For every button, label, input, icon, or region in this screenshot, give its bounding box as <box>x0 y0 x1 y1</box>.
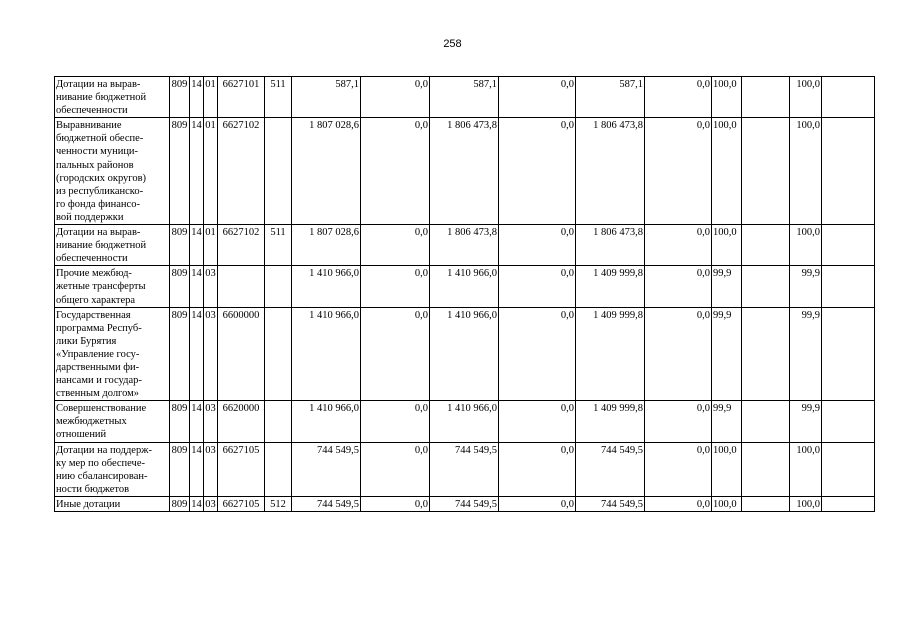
subsection-code-cell: 03 <box>204 266 218 307</box>
empty-cell <box>742 77 790 118</box>
percent-cell-1: 99,9 <box>712 266 742 307</box>
admin-code-cell: 809 <box>170 442 190 496</box>
item-name-line: программа Респуб- <box>56 322 142 334</box>
percent-cell-2: 99,9 <box>790 401 822 442</box>
value-cell-2: 0,0 <box>361 442 430 496</box>
target-article-cell: 6620000 <box>218 401 265 442</box>
target-article-cell: 6600000 <box>218 307 265 401</box>
value-cell-5: 1 409 999,8 <box>576 266 645 307</box>
empty-cell <box>742 401 790 442</box>
value-cell-4: 0,0 <box>499 442 576 496</box>
item-name-cell <box>55 77 170 118</box>
subsection-code-cell: 01 <box>204 118 218 225</box>
percent-cell-1: 99,9 <box>712 307 742 401</box>
target-article-cell: 6627102 <box>218 118 265 225</box>
expense-type-cell <box>265 442 292 496</box>
value-cell-5: 1 806 473,8 <box>576 225 645 266</box>
value-cell-5: 1 806 473,8 <box>576 118 645 225</box>
admin-code-cell: 809 <box>170 401 190 442</box>
table-row <box>55 307 875 401</box>
value-cell-2: 0,0 <box>361 225 430 266</box>
empty-cell <box>742 225 790 266</box>
item-name-cell <box>55 118 170 225</box>
target-article-cell: 6627105 <box>218 442 265 496</box>
value-cell-5: 587,1 <box>576 77 645 118</box>
item-name-line: Совершенствование <box>56 403 147 415</box>
item-name-cell <box>55 266 170 307</box>
budget-table <box>54 76 875 512</box>
expense-type-cell: 511 <box>265 225 292 266</box>
percent-cell-2: 100,0 <box>790 496 822 511</box>
section-code-cell: 14 <box>190 496 204 511</box>
section-code-cell: 14 <box>190 266 204 307</box>
value-cell-6: 0,0 <box>645 442 712 496</box>
item-name-line: обеспеченности <box>56 253 128 265</box>
admin-code-cell: 809 <box>170 225 190 266</box>
expense-type-cell: 511 <box>265 77 292 118</box>
admin-code-cell: 809 <box>170 77 190 118</box>
section-code-cell: 14 <box>190 77 204 118</box>
item-name-line: пальных районов <box>56 159 134 171</box>
table-row <box>55 401 875 442</box>
item-name-cell <box>55 442 170 496</box>
value-cell-2: 0,0 <box>361 496 430 511</box>
item-name-line: ченности муници- <box>56 146 139 158</box>
value-cell-2: 0,0 <box>361 401 430 442</box>
value-cell-1: 587,1 <box>292 77 361 118</box>
value-cell-5: 1 409 999,8 <box>576 307 645 401</box>
item-name-line: лики Бурятия <box>56 335 117 347</box>
section-code-cell: 14 <box>190 307 204 401</box>
value-cell-1: 1 410 966,0 <box>292 307 361 401</box>
item-name-line: из республиканско- <box>56 185 144 197</box>
table-row <box>55 225 875 266</box>
percent-cell-2: 100,0 <box>790 225 822 266</box>
value-cell-6: 0,0 <box>645 77 712 118</box>
value-cell-1: 1 410 966,0 <box>292 401 361 442</box>
item-name-cell <box>55 307 170 401</box>
item-name-line: Дотации на вырав- <box>56 79 141 90</box>
table-body <box>55 77 875 512</box>
value-cell-2: 0,0 <box>361 307 430 401</box>
value-cell-3: 1 410 966,0 <box>430 266 499 307</box>
expense-type-cell: 512 <box>265 496 292 511</box>
percent-cell-1: 100,0 <box>712 225 742 266</box>
percent-cell-1: 100,0 <box>712 118 742 225</box>
value-cell-5: 1 409 999,8 <box>576 401 645 442</box>
admin-code-cell: 809 <box>170 118 190 225</box>
subsection-code-cell: 03 <box>204 401 218 442</box>
value-cell-1: 1 807 028,6 <box>292 118 361 225</box>
target-article-cell: 6627101 <box>218 77 265 118</box>
value-cell-1: 744 549,5 <box>292 496 361 511</box>
section-code-cell: 14 <box>190 442 204 496</box>
empty-cell <box>822 77 875 118</box>
admin-code-cell: 809 <box>170 307 190 401</box>
value-cell-6: 0,0 <box>645 307 712 401</box>
value-cell-4: 0,0 <box>499 496 576 511</box>
value-cell-6: 0,0 <box>645 266 712 307</box>
value-cell-2: 0,0 <box>361 118 430 225</box>
empty-cell <box>822 442 875 496</box>
value-cell-2: 0,0 <box>361 77 430 118</box>
value-cell-4: 0,0 <box>499 266 576 307</box>
value-cell-5: 744 549,5 <box>576 442 645 496</box>
item-name-line: Прочие межбюд- <box>56 268 132 280</box>
value-cell-6: 0,0 <box>645 118 712 225</box>
value-cell-6: 0,0 <box>645 401 712 442</box>
item-name-line: го фонда финансо- <box>56 198 140 210</box>
item-name-cell <box>55 401 170 442</box>
value-cell-3: 744 549,5 <box>430 496 499 511</box>
value-cell-3: 1 410 966,0 <box>430 401 499 442</box>
percent-cell-2: 99,9 <box>790 307 822 401</box>
value-cell-3: 1 410 966,0 <box>430 307 499 401</box>
empty-cell <box>822 225 875 266</box>
value-cell-3: 1 806 473,8 <box>430 225 499 266</box>
value-cell-4: 0,0 <box>499 77 576 118</box>
value-cell-3: 744 549,5 <box>430 442 499 496</box>
table-row <box>55 496 875 511</box>
item-name-cell <box>55 225 170 266</box>
percent-cell-2: 99,9 <box>790 266 822 307</box>
item-name-line: Государственная <box>56 309 131 321</box>
value-cell-6: 0,0 <box>645 225 712 266</box>
page-number: 258 <box>443 38 462 50</box>
item-name-line: Выравнивание <box>56 120 122 132</box>
percent-cell-1: 100,0 <box>712 442 742 496</box>
empty-cell <box>742 266 790 307</box>
item-name-line: Дотации на поддерж- <box>56 444 152 456</box>
percent-cell-1: 100,0 <box>712 496 742 511</box>
item-name-line: нию сбалансирован- <box>56 470 148 482</box>
item-name-line: отношений <box>56 429 107 441</box>
empty-cell <box>822 496 875 511</box>
percent-cell-2: 100,0 <box>790 77 822 118</box>
item-name-line: жетные трансферты <box>56 281 146 293</box>
target-article-cell <box>218 266 265 307</box>
target-article-cell: 6627102 <box>218 225 265 266</box>
subsection-code-cell: 03 <box>204 442 218 496</box>
item-name-line: обеспеченности <box>56 105 128 117</box>
empty-cell <box>822 401 875 442</box>
subsection-code-cell: 03 <box>204 307 218 401</box>
value-cell-5: 744 549,5 <box>576 496 645 511</box>
value-cell-4: 0,0 <box>499 118 576 225</box>
table-row <box>55 77 875 118</box>
table-row <box>55 266 875 307</box>
item-name-cell <box>55 496 170 511</box>
item-name-line: ности бюджетов <box>56 483 130 495</box>
table-row <box>55 442 875 496</box>
empty-cell <box>742 307 790 401</box>
empty-cell <box>742 118 790 225</box>
item-name-line: Дотации на вырав- <box>56 227 141 239</box>
table-row <box>55 118 875 225</box>
empty-cell <box>742 442 790 496</box>
section-code-cell: 14 <box>190 118 204 225</box>
item-name-line: межбюджетных <box>56 416 127 428</box>
expense-type-cell <box>265 307 292 401</box>
expense-type-cell <box>265 118 292 225</box>
value-cell-3: 587,1 <box>430 77 499 118</box>
item-name-line: вой поддержки <box>56 211 124 223</box>
item-name-line: (городских округов) <box>56 172 147 184</box>
percent-cell-2: 100,0 <box>790 442 822 496</box>
admin-code-cell: 809 <box>170 496 190 511</box>
item-name-line: нивание бюджетной <box>56 92 147 104</box>
value-cell-4: 0,0 <box>499 307 576 401</box>
percent-cell-2: 100,0 <box>790 118 822 225</box>
percent-cell-1: 100,0 <box>712 77 742 118</box>
item-name-line: нивание бюджетной <box>56 240 147 252</box>
value-cell-1: 744 549,5 <box>292 442 361 496</box>
section-code-cell: 14 <box>190 401 204 442</box>
item-name-line: дарственными фи- <box>56 361 140 373</box>
expense-type-cell <box>265 401 292 442</box>
subsection-code-cell: 01 <box>204 77 218 118</box>
empty-cell <box>822 118 875 225</box>
value-cell-1: 1 410 966,0 <box>292 266 361 307</box>
item-name-line: общего характера <box>56 294 136 306</box>
value-cell-4: 0,0 <box>499 401 576 442</box>
empty-cell <box>822 307 875 401</box>
value-cell-6: 0,0 <box>645 496 712 511</box>
section-code-cell: 14 <box>190 225 204 266</box>
item-name-line: ку мер по обеспече- <box>56 457 145 469</box>
subsection-code-cell: 01 <box>204 225 218 266</box>
item-name-line: бюджетной обеспе- <box>56 133 144 145</box>
empty-cell <box>822 266 875 307</box>
expense-type-cell <box>265 266 292 307</box>
value-cell-2: 0,0 <box>361 266 430 307</box>
empty-cell <box>742 496 790 511</box>
target-article-cell: 6627105 <box>218 496 265 511</box>
item-name-line: нансами и государ- <box>56 375 142 387</box>
value-cell-1: 1 807 028,6 <box>292 225 361 266</box>
item-name-line: Иные дотации <box>56 498 121 510</box>
item-name-line: «Управление госу- <box>56 348 140 360</box>
value-cell-4: 0,0 <box>499 225 576 266</box>
subsection-code-cell: 03 <box>204 496 218 511</box>
value-cell-3: 1 806 473,8 <box>430 118 499 225</box>
item-name-line: ственным долгом» <box>56 388 140 400</box>
percent-cell-1: 99,9 <box>712 401 742 442</box>
admin-code-cell: 809 <box>170 266 190 307</box>
